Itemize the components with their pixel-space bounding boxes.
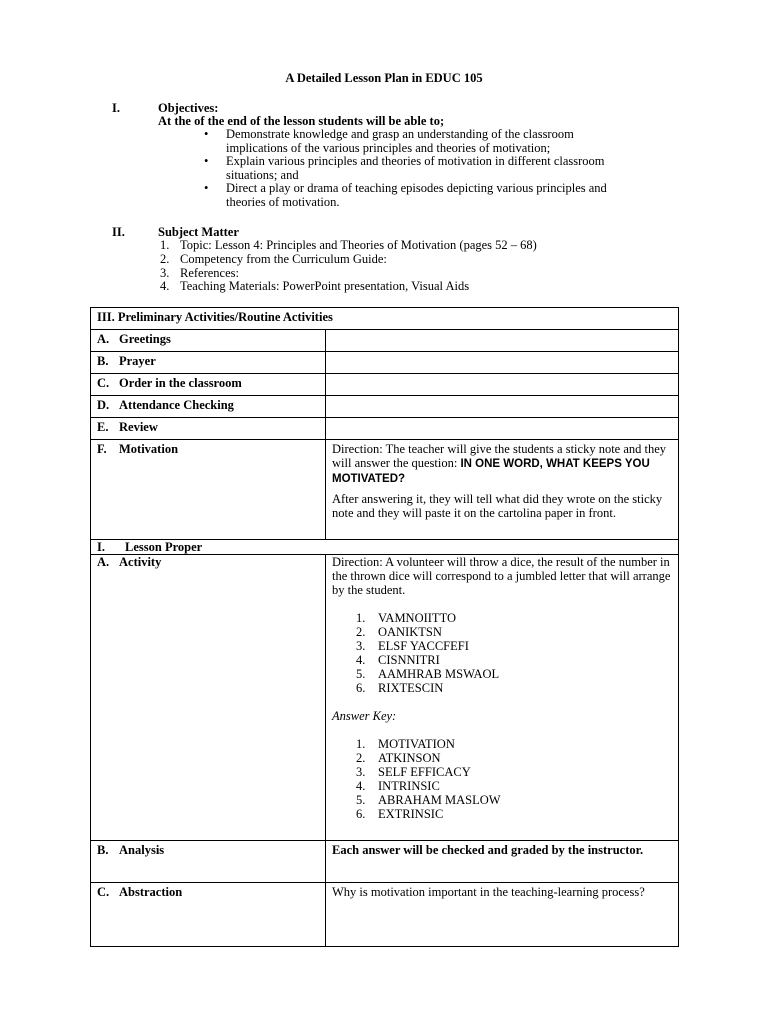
routine-label: B. Prayer bbox=[91, 352, 326, 374]
routine-cell bbox=[326, 418, 679, 440]
answer-key-label: Answer Key: bbox=[332, 709, 397, 723]
objective-line: theories of motivation. bbox=[226, 194, 340, 209]
objectives-intro: At the of the end of the lesson students will be able to; bbox=[158, 114, 445, 128]
list-item: 2. ATKINSON bbox=[356, 751, 441, 765]
routine-cell bbox=[326, 352, 679, 374]
table-row bbox=[91, 396, 679, 418]
bullet-icon: • bbox=[204, 154, 209, 169]
subject-matter-number: II. bbox=[112, 225, 125, 239]
list-item: 3. ELSF YACCFEFI bbox=[356, 639, 469, 653]
routine-label: A. Greetings bbox=[91, 330, 326, 352]
list-item: 3. SELF EFFICACY bbox=[356, 765, 471, 779]
table-row bbox=[91, 418, 679, 440]
item-text: References: bbox=[180, 265, 239, 280]
item-number: 4. bbox=[160, 279, 170, 294]
routine-cell bbox=[326, 396, 679, 418]
lesson-plan-table bbox=[90, 307, 679, 947]
item-text: Topic: Lesson 4: Principles and Theories of Motivation (pages 52 – 68) bbox=[180, 238, 537, 252]
table-row bbox=[91, 308, 679, 330]
answer-list bbox=[332, 737, 672, 821]
activity-label: A. Activity bbox=[91, 555, 326, 841]
motivation-question: IN ONE WORD, WHAT KEEPS YOU MOTIVATED? bbox=[332, 458, 650, 485]
item-text: Competency from the Curriculum Guide: bbox=[180, 251, 387, 266]
table-row bbox=[91, 374, 679, 396]
bullet-icon: • bbox=[204, 181, 209, 196]
objective-line: implications of the various principles and theories of motivation; bbox=[226, 140, 551, 155]
subject-matter-heading: Subject Matter bbox=[158, 225, 239, 239]
objectives-heading: Objectives: bbox=[158, 101, 219, 115]
routine-label: C. Order in the classroom bbox=[91, 374, 326, 396]
item-text: Teaching Materials: PowerPoint presentation, Visual Aids bbox=[180, 279, 470, 294]
table-row bbox=[91, 352, 679, 374]
objective-line: Direct a play or drama of teaching episodes depicting various principles and bbox=[226, 181, 607, 196]
subject-matter-item bbox=[160, 265, 660, 281]
objective-line: situations; and bbox=[226, 167, 299, 182]
objective-line: Demonstrate knowledge and grasp an understanding of the classroom bbox=[226, 127, 574, 141]
table-row bbox=[91, 540, 679, 555]
jumbled-list bbox=[332, 611, 672, 695]
objective-item bbox=[204, 181, 666, 209]
analysis-cell: Each answer will be checked and graded by the instructor. bbox=[326, 841, 679, 883]
routine-cell bbox=[326, 374, 679, 396]
objective-item bbox=[204, 127, 666, 155]
list-item: 4. INTRINSIC bbox=[356, 779, 440, 793]
abstraction-label: C. Abstraction bbox=[91, 883, 326, 947]
table-row bbox=[91, 440, 679, 540]
subject-matter-item bbox=[160, 279, 660, 294]
list-item: 6. EXTRINSIC bbox=[356, 807, 444, 821]
routine-cell bbox=[326, 330, 679, 352]
subject-matter-item bbox=[160, 238, 660, 253]
lesson-proper-header: I. Lesson Proper bbox=[91, 540, 679, 555]
objectives-number: I. bbox=[112, 101, 120, 115]
analysis-label: B. Analysis bbox=[91, 841, 326, 883]
list-item: 5. AAMHRAB MSWAOL bbox=[356, 667, 500, 681]
table-row bbox=[91, 555, 679, 841]
activity-cell bbox=[326, 555, 679, 841]
subject-matter-item bbox=[160, 251, 660, 267]
preliminary-header: III. Preliminary Activities/Routine Activities bbox=[91, 308, 679, 330]
subject-matter-list bbox=[160, 238, 660, 294]
objective-item bbox=[204, 154, 666, 182]
motivation-direction: Direction: The teacher will give the students a sticky note and they will answer the question: IN ONE WORD, WHAT KEEPS YOU MOTIVATED? bbox=[332, 442, 667, 485]
item-number: 2. bbox=[160, 251, 170, 266]
item-number: 1. bbox=[160, 238, 170, 252]
objective-line: Explain various principles and theories of motivation in different classroom bbox=[226, 154, 605, 169]
list-item: 5. ABRAHAM MASLOW bbox=[356, 793, 501, 807]
objectives-list bbox=[204, 127, 666, 210]
list-item: 1. MOTIVATION bbox=[356, 737, 455, 751]
list-item: 4. CISNNITRI bbox=[356, 653, 440, 667]
list-item: 1. VAMNOIITTO bbox=[356, 611, 457, 625]
bullet-icon: • bbox=[204, 127, 209, 141]
motivation-label: F. Motivation bbox=[91, 440, 326, 540]
document-title: A Detailed Lesson Plan in EDUC 105 bbox=[285, 71, 483, 85]
motivation-cell bbox=[326, 440, 679, 540]
table-row bbox=[91, 841, 679, 883]
item-number: 3. bbox=[160, 265, 170, 280]
table-row bbox=[91, 883, 679, 947]
routine-label: D. Attendance Checking bbox=[91, 396, 326, 418]
table-row bbox=[91, 330, 679, 352]
routine-label: E. Review bbox=[91, 418, 326, 440]
activity-direction: Direction: A volunteer will throw a dice, the result of the number in the thrown dice will correspond to a jumbled letter that will arrange by the student. bbox=[332, 555, 671, 597]
list-item: 2. OANIKTSN bbox=[356, 625, 442, 639]
motivation-after: After answering it, they will tell what did they wrote on the sticky note and they will paste it on the cartolina paper in front. bbox=[332, 492, 663, 520]
abstraction-cell: Why is motivation important in the teaching-learning process? bbox=[326, 883, 679, 947]
list-item: 6. RIXTESCIN bbox=[356, 681, 444, 695]
